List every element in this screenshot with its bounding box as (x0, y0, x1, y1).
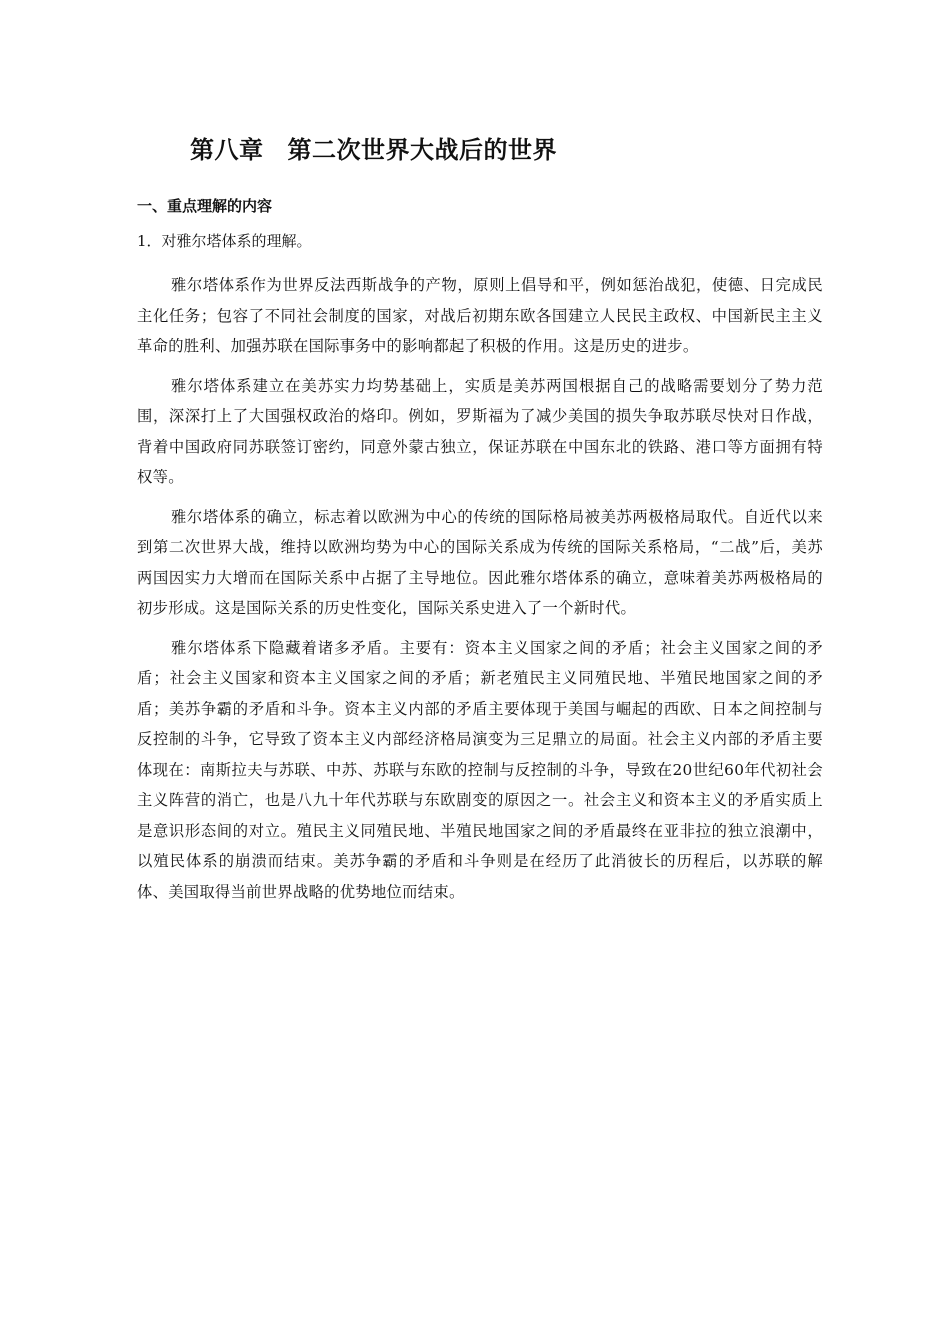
chapter-label: 第八章 (190, 136, 264, 164)
paragraph: 雅尔塔体系下隐藏着诸多矛盾。主要有：资本主义国家之间的矛盾；社会主义国家之间的矛盾；社会主义国家和资本主义国家之间的矛盾；新老殖民主义同殖民地、半殖民地国家之间的矛盾；美苏争霸的矛盾和斗争。资本主义内部的矛盾主要体现于美国与崛起的西欧、日本之间控制与反控制的斗争，它导致了资本主义内部经济格局演变为三足鼎立的局面。社会主义内部的矛盾主要体现在：南斯拉夫与苏联、中苏、苏联与东欧的控制与反控制的斗争，导致在20世纪60年代初社会主义阵营的消亡，也是八九十年代苏联与东欧剧变的原因之一。社会主义和资本主义的矛盾实质上是意识形态间的对立。殖民主义同殖民地、半殖民地国家之间的矛盾最终在亚非拉的独立浪潮中，以殖民体系的崩溃而结束。美苏争霸的矛盾和斗争则是在经历了此消彼长的历程后，以苏联的解体、美国取得当前世界战略的优势地位而结束。 (137, 638, 823, 901)
body-text (137, 270, 823, 916)
chapter-name: 第二次世界大战后的世界 (287, 136, 557, 164)
section-heading: 一、重点理解的内容 (137, 197, 273, 215)
item-heading: 1．对雅尔塔体系的理解。 (137, 232, 312, 250)
paragraph: 雅尔塔体系的确立，标志着以欧洲为中心的传统的国际格局被美苏两极格局取代。自近代以来到第二次世界大战，维持以欧洲均势为中心的国际关系成为传统的国际关系格局，“二战”后，美苏两国因实力大增而在国际关系中占据了主导地位。因此雅尔塔体系的确立，意味着美苏两极格局的初步形成。这是国际关系的历史性变化，国际关系史进入了一个新时代。 (137, 507, 823, 617)
paragraph: 雅尔塔体系建立在美苏实力均势基础上，实质是美苏两国根据自己的战略需要划分了势力范围，深深打上了大国强权政治的烙印。例如，罗斯福为了减少美国的损失争取苏联尽快对日作战，背着中国政府同苏联签订密约，同意外蒙古独立，保证苏联在中国东北的铁路、港口等方面拥有特权等。 (137, 376, 823, 486)
chapter-title (190, 133, 557, 167)
paragraph: 雅尔塔体系作为世界反法西斯战争的产物，原则上倡导和平，例如惩治战犯，使德、日完成民主化任务；包容了不同社会制度的国家，对战后初期东欧各国建立人民民主政权、中国新民主主义革命的胜利、加强苏联在国际事务中的影响都起了积极的作用。这是历史的进步。 (137, 276, 823, 355)
